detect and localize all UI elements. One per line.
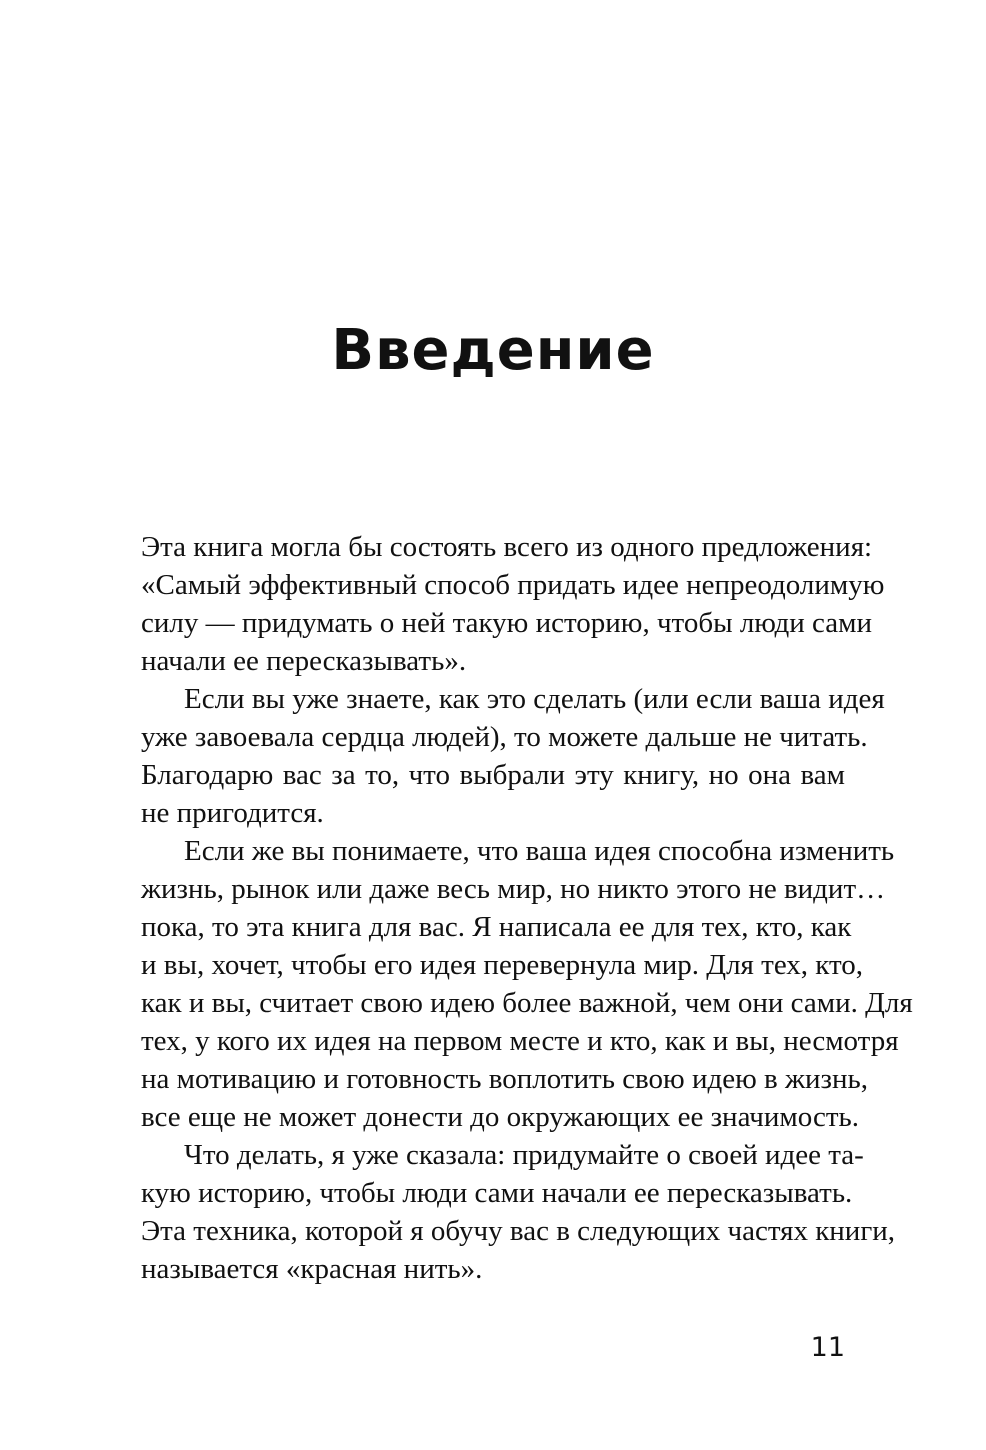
text-line: на мотивацию и готовность воплотить свою идею в жизнь, — [141, 1063, 868, 1095]
text-line: и вы, хочет, чтобы его идея перевернула мир. Для тех, кто, — [141, 949, 864, 981]
text-line: Если же вы понимаете, что ваша идея способна изменить — [184, 835, 895, 867]
text-line: начали ее пересказывать». — [141, 645, 467, 677]
text-line: не пригодится. — [141, 797, 324, 829]
chapter-title: Введение — [331, 318, 655, 383]
text-line: Если вы уже знаете, как это сделать (или если ваша идея — [184, 683, 885, 715]
page-number: 11 — [810, 1332, 845, 1363]
text-line: Благодарю вас за то, что выбрали эту книгу, но она вам — [141, 759, 845, 791]
paragraph-1 — [141, 528, 885, 680]
paragraph-2 — [141, 680, 885, 832]
text-line: Эта техника, которой я обучу вас в следующих частях книги, — [141, 1215, 895, 1247]
text-line: Эта книга могла бы состоять всего из одного предложения: — [141, 531, 873, 563]
paragraph-4 — [141, 1136, 895, 1288]
text-line: «Самый эффективный способ придать идее непреодолимую — [141, 569, 885, 601]
text-line: как и вы, считает свою идею более важной, чем они сами. Для — [141, 987, 913, 1019]
text-line: пока, то эта книга для вас. Я написала ее для тех, кто, как — [141, 911, 852, 943]
paragraph-3 — [141, 832, 913, 1136]
text-line: называется «красная нить». — [141, 1253, 483, 1285]
text-line: уже завоевала сердца людей), то можете дальше не читать. — [141, 721, 868, 753]
text-line: жизнь, рынок или даже весь мир, но никто этого не видит… — [141, 873, 886, 905]
text-line: все еще не может донести до окружающих ее значимость. — [141, 1101, 859, 1133]
chapter-body — [141, 528, 913, 1288]
text-line: силу — придумать о ней такую историю, чтобы люди сами — [141, 607, 872, 639]
text-line: кую историю, чтобы люди сами начали ее пересказывать. — [141, 1177, 853, 1209]
text-line: Что делать, я уже сказала: придумайте о своей идее та- — [184, 1139, 864, 1171]
text-line: тех, у кого их идея на первом месте и кто, как и вы, несмотря — [141, 1025, 899, 1057]
